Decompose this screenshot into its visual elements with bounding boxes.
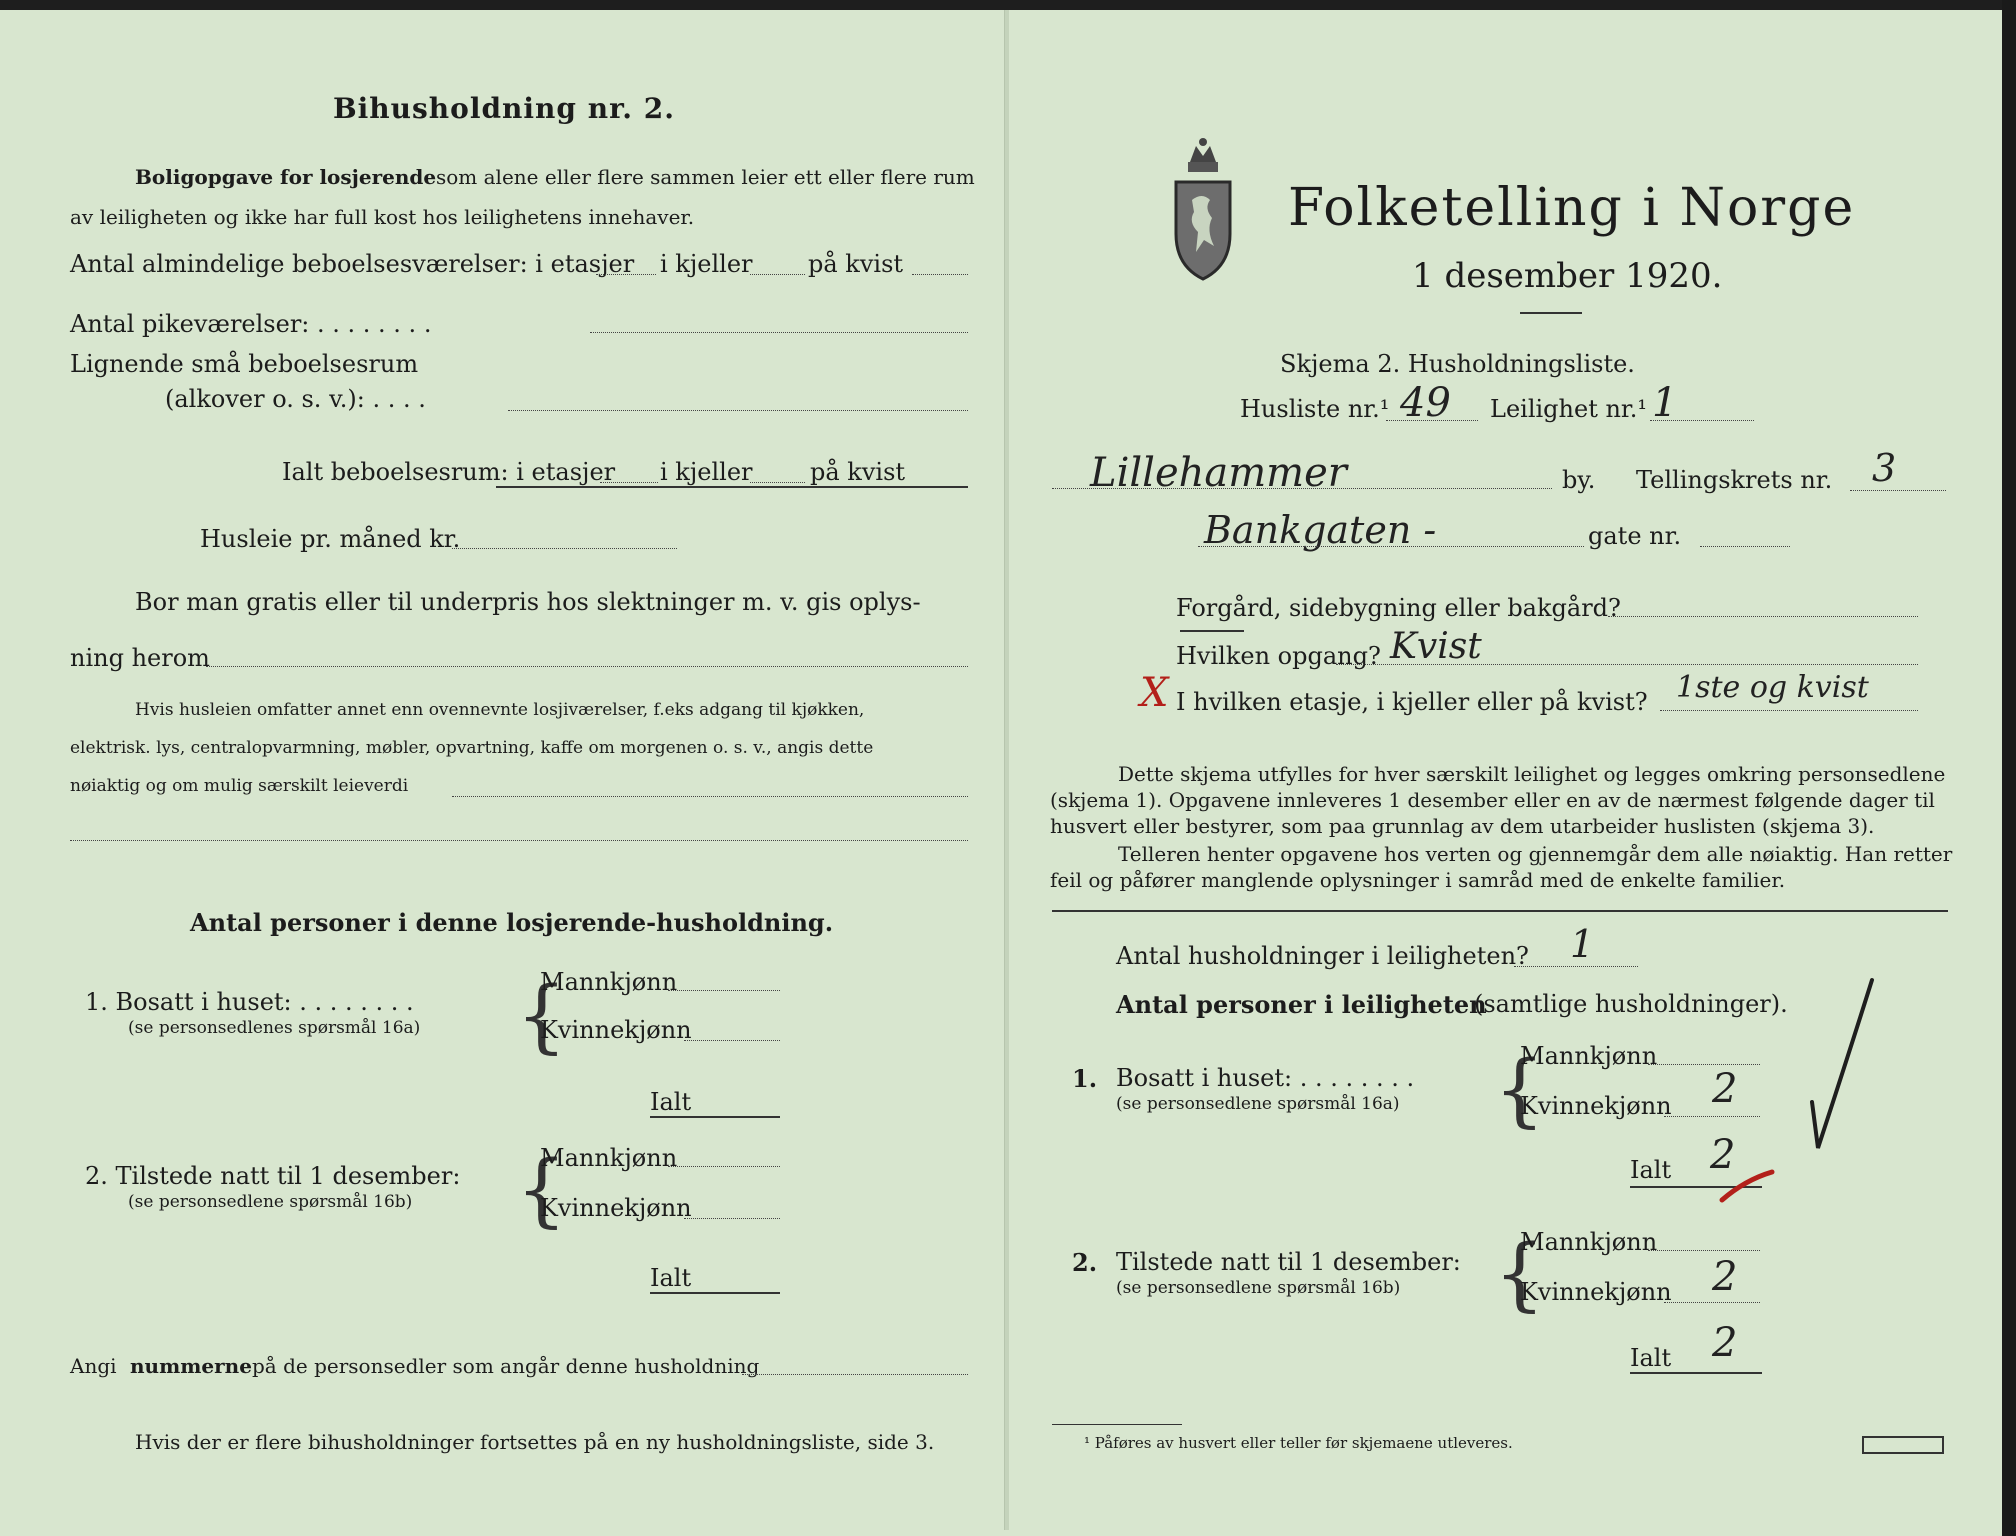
gratis-field[interactable] xyxy=(206,666,968,667)
pike-label: Antal pikeværelser: . . . . . . . . xyxy=(70,310,432,338)
right-bosatt-sub: (se personsedlene spørsmål 16a) xyxy=(1116,1094,1400,1114)
right-tilstede-ialt-label: Ialt xyxy=(1630,1344,1672,1372)
city-field[interactable] xyxy=(1052,488,1552,489)
left-tilstede-label: 2. Tilstede natt til 1 desember: xyxy=(85,1162,461,1190)
street-field[interactable] xyxy=(1198,546,1584,547)
right-tilstede-ialt-value: 2 xyxy=(1712,1320,1738,1366)
right-tilstede-kvinne-field[interactable] xyxy=(1664,1302,1760,1303)
left-bosatt-mann-label: Mannkjønn xyxy=(540,968,678,996)
husleie-field[interactable] xyxy=(452,548,677,549)
coat-of-arms-icon xyxy=(1168,134,1238,284)
rooms-kjeller-field[interactable] xyxy=(750,274,805,275)
right-bosatt-ialt-value: 2 xyxy=(1710,1132,1736,1178)
left-tilstede-sub: (se personsedlene spørsmål 16b) xyxy=(128,1192,413,1212)
angi-bold: nummerne xyxy=(130,1354,252,1378)
ialt-etasjer-field[interactable] xyxy=(600,482,658,483)
right-tilstede-label: Tilstede natt til 1 desember: xyxy=(1116,1248,1461,1276)
dette-line-2: (skjema 1). Opgavene innleveres 1 desember eller en av de nærmest følgende dager til xyxy=(1050,788,1935,812)
check-mark-icon xyxy=(1700,960,1880,1210)
ialt-kjeller-label: i kjeller xyxy=(660,458,753,486)
right-bosatt-kvinne-label: Kvinnekjønn xyxy=(1520,1092,1672,1120)
angi-rest: på de personsedler som angår denne husholdning xyxy=(252,1354,760,1378)
census-date: 1 desember 1920. xyxy=(1412,256,1723,296)
left-bosatt-ialt-rule xyxy=(650,1116,780,1118)
left-tilstede-ialt-label: Ialt xyxy=(650,1264,692,1292)
right-tilstede-brace: { xyxy=(1494,1227,1545,1320)
dette-line-3: husvert eller bestyrer, som paa grunnlag av dem utarbeider huslisten (skjema 3). xyxy=(1050,814,1875,838)
gratis-line-1: Bor man gratis eller til underpris hos slektninger m. v. gis oplys- xyxy=(135,588,921,616)
opgang-label: Hvilken opgang? xyxy=(1176,642,1381,670)
scan-edge-right xyxy=(2002,0,2016,1536)
right-tilstede-ialt-rule xyxy=(1630,1372,1762,1374)
intro-line2: av leiligheten og ikke har full kost hos leilighetens innehaver. xyxy=(70,205,695,229)
forgard-label: Forgård, sidebygning eller bakgård? xyxy=(1176,594,1621,622)
left-title: Bihusholdning nr. 2. xyxy=(333,92,675,125)
antal-hush-label: Antal husholdninger i leiligheten? xyxy=(1116,942,1529,970)
hvis-line-1: Hvis husleien omfatter annet enn ovennevnte losjiværelser, f.eks adgang til kjøkken, xyxy=(135,700,865,720)
lignende-label-1: Lignende små beboelsesrum xyxy=(70,350,419,378)
right-bosatt-num: 1. xyxy=(1072,1064,1098,1093)
ialt-kvist-label: på kvist xyxy=(810,458,906,486)
ialt-rooms-label: Ialt beboelsesrum: i etasjer xyxy=(282,458,616,486)
krets-label: Tellingskrets nr. xyxy=(1636,466,1833,494)
intro-bold: Boligopgave for losjerende xyxy=(135,165,437,189)
red-x-mark: X xyxy=(1140,670,1169,716)
lignende-label-2: (alkover o. s. v.): . . . . xyxy=(165,385,426,413)
teller-line-1: Telleren henter opgavene hos verten og gjennemgår dem alle nøiaktig. Han retter xyxy=(1118,842,1953,866)
intro-rest: som alene eller flere sammen leier ett eller flere rum xyxy=(436,165,975,189)
etasje-label: I hvilken etasje, i kjeller eller på kvist? xyxy=(1176,688,1648,716)
left-tilstede-mann-field[interactable] xyxy=(668,1166,780,1167)
right-bosatt-brace: { xyxy=(1494,1043,1545,1136)
forgard-underline xyxy=(1180,630,1244,632)
right-bosatt-ialt-label: Ialt xyxy=(1630,1156,1672,1184)
right-tilstede-mann-label: Mannkjønn xyxy=(1520,1228,1658,1256)
left-antal-title: Antal personer i denne losjerende-husholdning. xyxy=(190,908,834,937)
footnote-rule xyxy=(1052,1424,1182,1425)
gratis-line-2: ning herom xyxy=(70,644,210,672)
antal-hush-field[interactable] xyxy=(1514,966,1638,967)
husliste-value: 49 xyxy=(1400,380,1451,426)
gate-label: gate nr. xyxy=(1588,522,1682,550)
gate-nr-field[interactable] xyxy=(1700,546,1790,547)
leilighet-label: Leilighet nr.¹ xyxy=(1490,395,1648,423)
census-title: Folketelling i Norge xyxy=(1288,178,1856,238)
left-tilstede-kvinne-label: Kvinnekjønn xyxy=(540,1194,692,1222)
rooms-kvist-label: på kvist xyxy=(808,250,904,278)
ialt-rooms-rule xyxy=(496,486,968,488)
hvis-line-2: elektrisk. lys, centralopvarmning, møbler, opvartning, kaffe om morgenen o. s. v., angis dette xyxy=(70,738,874,758)
krets-value: 3 xyxy=(1872,446,1897,490)
left-bosatt-ialt-label: Ialt xyxy=(650,1088,692,1116)
angi-prefix: Angi xyxy=(70,1354,117,1378)
forgard-field[interactable] xyxy=(1608,616,1918,617)
dette-line-1: Dette skjema utfylles for hver særskilt leilighet og legges omkring personsedlene xyxy=(1118,762,1946,786)
leieverdi-field-2[interactable] xyxy=(70,840,968,841)
printer-stamp xyxy=(1862,1436,1944,1454)
ialt-kjeller-field[interactable] xyxy=(750,482,805,483)
left-tilstede-mann-label: Mannkjønn xyxy=(540,1144,678,1172)
opgang-field[interactable] xyxy=(1336,664,1918,665)
rooms-kjeller-label: i kjeller xyxy=(660,250,753,278)
rooms-etasjer-field[interactable] xyxy=(596,274,656,275)
opgang-value: Kvist xyxy=(1390,626,1482,667)
left-bosatt-kvinne-field[interactable] xyxy=(684,1040,780,1041)
angi-field[interactable] xyxy=(742,1374,968,1375)
right-bosatt-mann-label: Mannkjønn xyxy=(1520,1042,1658,1070)
by-label: by. xyxy=(1562,466,1596,494)
flere-note: Hvis der er flere bihusholdninger fortsettes på en ny husholdningsliste, side 3. xyxy=(135,1430,935,1454)
right-tilstede-sub: (se personsedlene spørsmål 16b) xyxy=(1116,1278,1401,1298)
leilighet-value: 1 xyxy=(1652,380,1678,426)
rooms-kvist-field[interactable] xyxy=(912,274,968,275)
left-bosatt-mann-field[interactable] xyxy=(668,990,780,991)
teller-line-2: feil og påfører manglende oplysninger i samråd med de enkelte familier. xyxy=(1050,868,1786,892)
right-tilstede-kvinne-value: 2 xyxy=(1712,1254,1738,1300)
rooms-label: Antal almindelige beboelsesværelser: i etasjer xyxy=(70,250,635,278)
antal-pers-rest: (samtlige husholdninger). xyxy=(1474,990,1788,1018)
scan-edge-top xyxy=(0,0,2016,10)
footnote: ¹ Påføres av husvert eller teller før skjemaene utleveres. xyxy=(1084,1434,1513,1452)
page-fold xyxy=(1004,10,1009,1530)
right-tilstede-num: 2. xyxy=(1072,1248,1098,1277)
left-bosatt-sub: (se personsedlenes spørsmål 16a) xyxy=(128,1018,421,1038)
city-value: Lillehammer xyxy=(1090,450,1347,496)
right-tilstede-mann-field[interactable] xyxy=(1648,1250,1760,1251)
left-tilstede-kvinne-field[interactable] xyxy=(684,1218,780,1219)
antal-hush-value: 1 xyxy=(1570,922,1595,966)
husliste-field[interactable] xyxy=(1386,420,1478,421)
etasje-value: 1ste og kvist xyxy=(1676,670,1869,705)
right-bosatt-label: Bosatt i huset: . . . . . . . . xyxy=(1116,1064,1415,1092)
left-bosatt-kvinne-label: Kvinnekjønn xyxy=(540,1016,692,1044)
section-divider xyxy=(1052,910,1948,912)
husleie-label: Husleie pr. måned kr. xyxy=(200,525,461,553)
antal-pers-bold: Antal personer i leiligheten xyxy=(1116,990,1487,1019)
skjema-label: Skjema 2. Husholdningsliste. xyxy=(1280,350,1635,378)
right-bosatt-kvinne-value: 2 xyxy=(1712,1066,1738,1112)
left-bosatt-brace: { xyxy=(516,969,567,1062)
hvis-line-3: nøiaktig og om mulig særskilt leieverdi xyxy=(70,776,409,796)
street-value: Bankgaten - xyxy=(1204,508,1437,552)
date-underline xyxy=(1520,312,1582,314)
pike-field[interactable] xyxy=(590,332,968,333)
left-bosatt-label: 1. Bosatt i huset: . . . . . . . . xyxy=(85,988,414,1016)
lignende-field[interactable] xyxy=(508,410,968,411)
etasje-field[interactable] xyxy=(1660,710,1918,711)
left-tilstede-ialt-rule xyxy=(650,1292,780,1294)
leilighet-field[interactable] xyxy=(1650,420,1754,421)
left-tilstede-brace: { xyxy=(516,1143,567,1236)
krets-field[interactable] xyxy=(1850,490,1946,491)
right-tilstede-kvinne-label: Kvinnekjønn xyxy=(1520,1278,1672,1306)
leieverdi-field[interactable] xyxy=(452,796,968,797)
husliste-label: Husliste nr.¹ xyxy=(1240,395,1390,423)
